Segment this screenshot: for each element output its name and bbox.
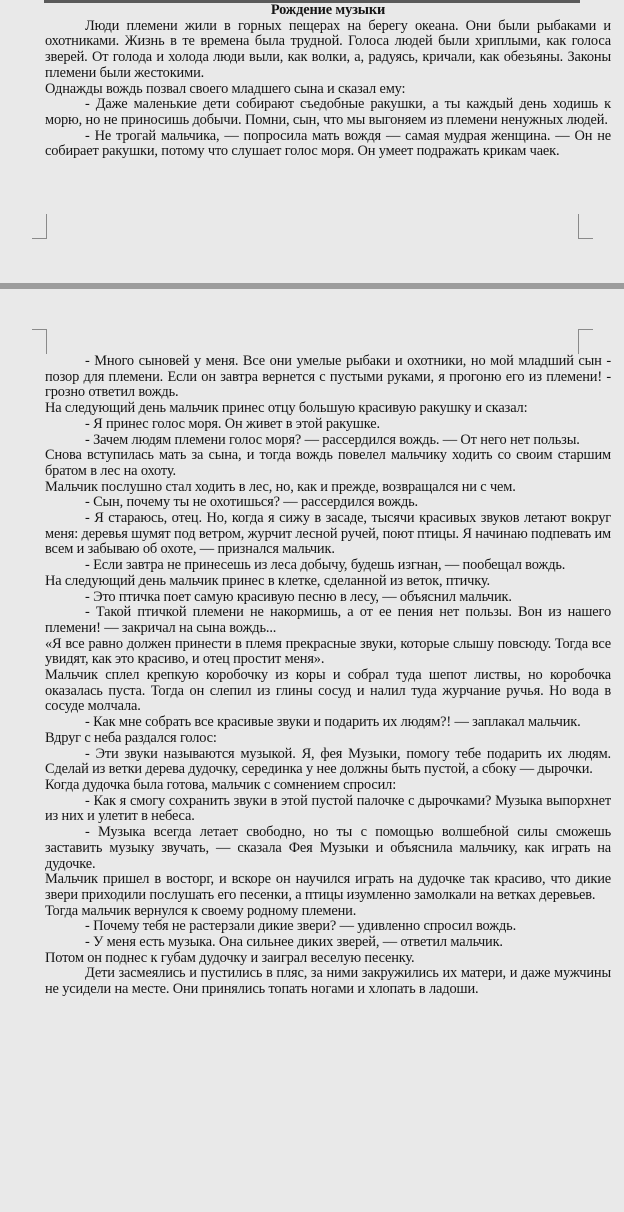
paragraph: Когда дудочка была готова, мальчик с сомнением спросил: (45, 776, 397, 793)
paragraph: Мальчик сплел крепкую коробочку из коры и собрал туда шепот листвы, но коробочка оказалась пуста. Тогда он слепил из глины сосуд и налил туда журчание ручья. Но вода в сосуде молчала. (45, 667, 611, 715)
paragraph: Тогда мальчик вернулся к своему родному племени. (45, 902, 357, 919)
paragraph: - Как мне собрать все красивые звуки и подарить их людям?! — заплакал мальчик. (85, 714, 581, 731)
paragraph: Снова вступилась мать за сына, и тогда вождь повелел мальчику ходить со своим старшим братом в лес на охоту. (45, 447, 611, 479)
crop-mark-top-right (578, 329, 593, 354)
paragraph: - Почему тебя не растерзали дикие звери? — удивленно спросил вождь. (85, 918, 517, 935)
paragraph: Мальчик пришел в восторг, и вскоре он научился играть на дудочке так красиво, что дикие звери приходили послушать его песенки, а птицы изумленно замолкали на ветках деревьев. (45, 871, 611, 903)
paragraph: - Много сыновей у меня. Все они умелые рыбаки и охотники, но мой младший сын - позор для племени. Если он завтра вернется с пустыми руками, я прогоню его из племени! - грозно ответил вождь. (45, 353, 611, 401)
paragraph: - Музыка всегда летает свободно, но ты с помощью волшебной силы сможешь заставить музыку звучать, — сказала Фея Музыки и объяснила мальчику, как играть на дудочке. (45, 824, 611, 872)
page-1-text (45, 3, 611, 160)
paragraph: Люди племени жили в горных пещерах на берегу океана. Они были рыбаками и охотниками. Жизнь в те времена была трудной. Голоса людей были хриплыми, как голоса зверей. От голода и холода люди выли, как волки, а, радуясь, кричали, как обезьяны. Законы племени были жестокими. (45, 17, 611, 81)
paragraph: Однажды вождь позвал своего младшего сына и сказал ему: (45, 80, 406, 97)
document-page-2 (0, 289, 624, 1212)
paragraph: - Сын, почему ты не охотишься? — рассердился вождь. (85, 494, 418, 511)
paragraph: - Даже маленькие дети собирают съедобные ракушки, а ты каждый день ходишь к морю, но не приносишь добычи. Помни, сын, что мы выгоняем из племени ненужных людей. (45, 96, 611, 128)
paragraph: - Такой птичкой племени не накормишь, а от ее пения нет пользы. Вон из нашего племени! — закричал на сына вождь... (45, 604, 611, 636)
paragraph: Потом он поднес к губам дудочку и заиграл веселую песенку. (45, 949, 415, 966)
paragraph: - Если завтра не принесешь из леса добычу, будешь изгнан, — пообещал вождь. (85, 557, 566, 574)
paragraph: Дети засмеялись и пустились в пляс, за ними закружились их матери, и даже мужчины не усидели на месте. Они принялись топать ногами и хлопать в ладоши. (45, 965, 611, 998)
paragraph: Вдруг с неба раздался голос: (45, 729, 217, 746)
paragraph: «Я все равно должен принести в племя прекрасные звуки, которые слышу повсюду. Тогда все увидят, как это красиво, и отец простит меня». (45, 635, 611, 668)
paragraph: - Эти звуки называются музыкой. Я, фея Музыки, помогу тебе подарить их людям. Сделай из ветки дерева дудочку, серединка у нее должны быть пустой, а сбоку — дырочки. (45, 745, 611, 778)
paragraph: - У меня есть музыка. Она сильнее диких зверей, — ответил мальчик. (85, 934, 503, 951)
page-2-text (45, 354, 611, 998)
paragraph: На следующий день мальчик принес в клетке, сделанной из веток, птичку. (45, 572, 490, 589)
paragraph: - Это птичка поет самую красивую песню в лесу, — объяснил мальчик. (85, 588, 512, 605)
document-page-1 (0, 0, 624, 283)
paragraph: Мальчик послушно стал ходить в лес, но, как и прежде, возвращался ни с чем. (45, 478, 516, 495)
paragraph: - Не трогай мальчика, — попросила мать вождя — самая мудрая женщина. — Он не собирает ракушки, потому что слушает голос моря. Он умеет подражать крикам чаек. (45, 127, 611, 160)
crop-mark-bottom-left (32, 214, 47, 239)
paragraph: На следующий день мальчик принес отцу большую красивую ракушку и сказал: (45, 400, 528, 417)
paragraph: - Зачем людям племени голос моря? — рассердился вождь. — От него нет пользы. (85, 431, 580, 448)
paragraph: - Я стараюсь, отец. Но, когда я сижу в засаде, тысячи красивых звуков летают вокруг меня: деревья шумят под ветром, журчит лесной ручей, поют птицы. Я начинаю подпевать им всем и забываю об охоте, — признался мальчик. (45, 510, 611, 558)
paragraph: - Я принес голос моря. Он живет в этой ракушке. (85, 415, 380, 432)
story-title: Рождение музыки (270, 2, 386, 18)
crop-mark-top-left (32, 329, 47, 354)
crop-mark-bottom-right (578, 214, 593, 239)
paragraph: - Как я смогу сохранить звуки в этой пустой палочке с дырочками? Музыка выпорхнет из них и улетит в небеса. (45, 792, 611, 825)
